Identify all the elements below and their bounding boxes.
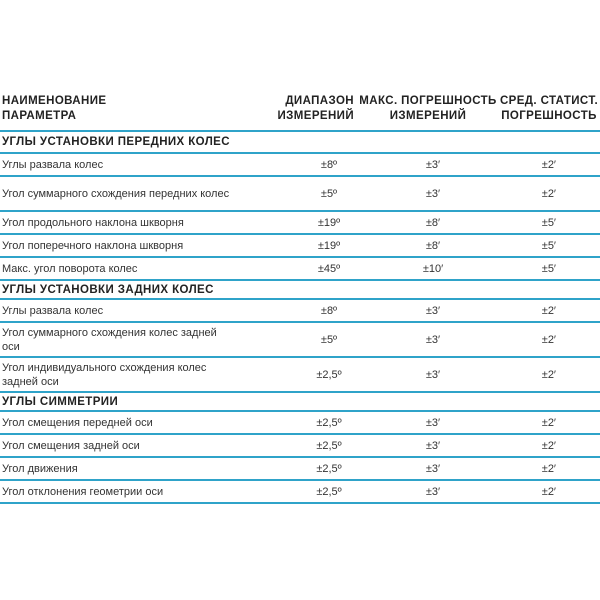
param-max-error: ±3′ [425,416,441,429]
param-name: Угол индивидуального схождения колес задней оси [2,361,207,388]
table-row [0,481,600,504]
param-range: ±8º [320,304,338,317]
param-name: Угол движения [2,462,78,475]
param-range: ±5º [320,333,338,346]
param-avg-error: ±2′ [541,333,556,346]
section-title-front: УГЛЫ УСТАНОВКИ ПЕРЕДНИХ КОЛЕС [0,130,600,154]
param-range: ±2,5º [316,485,342,498]
param-avg-error: ±2′ [541,462,556,475]
param-avg-error: ±5′ [541,262,556,275]
table-row [0,412,600,435]
param-name: Угол смещения передней оси [2,416,153,429]
param-range: ±2,5º [316,439,342,452]
table-row [0,212,600,235]
param-avg-error: ±2′ [541,368,556,381]
param-avg-error: ±5′ [541,239,556,252]
param-max-error: ±3′ [425,333,441,346]
param-max-error: ±3′ [425,368,441,381]
header-max-error: МАКС. ПОГРЕШНОСТЬ ИЗМЕРЕНИЙ [359,95,497,122]
table-header [0,91,600,130]
table-row [0,235,600,258]
spec-table [0,91,600,504]
param-name: Угол поперечного наклона шкворня [2,239,184,252]
section-title-rear: УГЛЫ УСТАНОВКИ ЗАДНИХ КОЛЕС [0,281,600,300]
header-avg-error: СРЕД. СТАТИСТ. ПОГРЕШНОСТЬ [499,95,599,122]
header-name: НАИМЕНОВАНИЕ ПАРАМЕТРА [2,95,107,122]
param-name: Угол суммарного схождения колес задней оси [2,326,217,353]
param-name: Угол смещения задней оси [2,439,140,452]
section-title-symmetry: УГЛЫ СИММЕТРИИ [0,393,600,412]
param-avg-error: ±2′ [541,485,556,498]
param-avg-error: ±2′ [541,158,556,171]
param-name: Углы развала колес [2,304,104,317]
param-name: Углы развала колес [2,158,104,171]
param-max-error: ±3′ [425,439,441,452]
param-max-error: ±10′ [422,262,444,275]
table-row [0,258,600,281]
param-range: ±2,5º [316,416,342,429]
param-max-error: ±3′ [425,462,441,475]
param-max-error: ±8′ [425,239,441,252]
param-avg-error: ±2′ [541,187,556,200]
param-max-error: ±3′ [425,158,441,171]
table-row [0,435,600,458]
table-row [0,458,600,481]
param-max-error: ±8′ [425,216,441,229]
param-range: ±5º [320,187,338,200]
param-range: ±2,5º [316,462,342,475]
param-max-error: ±3′ [425,485,441,498]
table-row [0,358,600,393]
param-range: ±19º [317,239,341,252]
table-row [0,300,600,323]
table-row [0,154,600,177]
param-range: ±8º [320,158,338,171]
table-row [0,177,600,212]
param-name: Макс. угол поворота колес [2,262,138,275]
param-name: Угол отклонения геометрии оси [2,485,164,498]
header-range: ДИАПАЗОН ИЗМЕРЕНИЙ [277,95,354,122]
param-avg-error: ±2′ [541,416,556,429]
param-name: Угол суммарного схождения передних колес [2,187,230,200]
param-range: ±45º [317,262,341,275]
param-max-error: ±3′ [425,304,441,317]
param-avg-error: ±5′ [541,216,556,229]
param-avg-error: ±2′ [541,304,556,317]
param-range: ±19º [317,216,341,229]
param-max-error: ±3′ [425,187,441,200]
param-range: ±2,5º [316,368,342,381]
table-row [0,323,600,358]
param-avg-error: ±2′ [541,439,556,452]
param-name: Угол продольного наклона шкворня [2,216,184,229]
